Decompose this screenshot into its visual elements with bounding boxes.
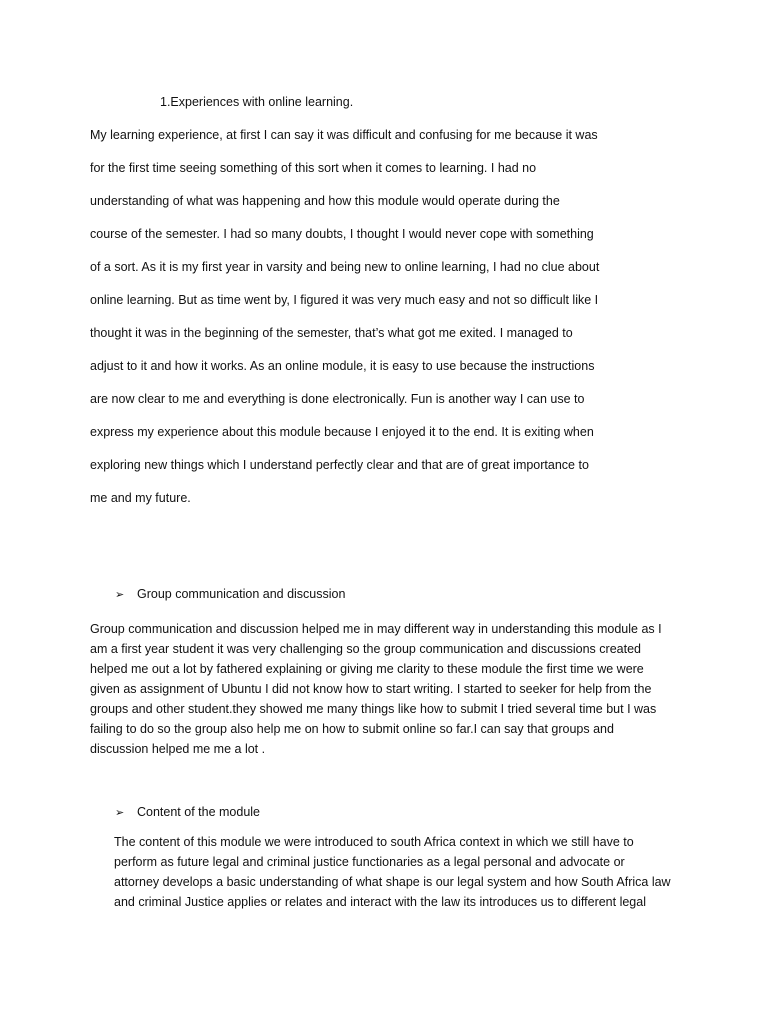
arrow-bullet-icon: ➢ [115,807,125,819]
text-line: given as assignment of Ubuntu I did not know how to start writing. I started to seeker for help from the [90,682,652,696]
text-line: for the first time seeing something of this sort when it comes to learning. I had no [90,161,537,175]
text-line: Group communication and discussion helped me in may different way in understanding this module as I [90,622,662,636]
text-line: perform as future legal and criminal justice functionaries as a legal personal and advocate or [114,855,625,869]
text-line: are now clear to me and everything is done electronically. Fun is another way I can use to [90,392,585,406]
text-line: express my experience about this module because I enjoyed it to the end. It is exiting when [90,425,594,439]
text-line: The content of this module we were introduced to south Africa context in which we still have to [114,835,634,849]
paragraph-content-of-module [114,833,671,913]
arrow-bullet-icon: ➢ [115,589,125,601]
bullet-heading-text: Content of the module [137,805,260,819]
text-line: discussion helped me me a lot . [90,742,266,756]
text-line: online learning. But as time went by, I figured it was very much easy and not so difficult like I [90,293,599,307]
text-line: am a first year student it was very challenging so the group communication and discussions created [90,642,641,656]
text-line: thought it was in the beginning of the semester, that’s what got me exited. I managed to [90,326,573,340]
text-line: adjust to it and how it works. As an online module, it is easy to use because the instructions [90,359,595,373]
text-line: me and my future. [90,491,191,505]
text-line: understanding of what was happening and how this module would operate during the [90,194,560,208]
text-line: attorney develops a basic understanding of what shape is our legal system and how South Africa law [114,875,671,889]
paragraph-group-communication [90,620,662,760]
text-line: of a sort. As it is my first year in varsity and being new to online learning, I had no clue about [90,260,600,274]
text-line: groups and other student.they showed me many things like how to submit I tried several time but I was [90,702,657,716]
text-line: course of the semester. I had so many doubts, I thought I would never cope with something [90,227,594,241]
bullet-heading-text: Group communication and discussion [137,587,346,601]
section-heading-online-learning: 1.Experiences with online learning. [160,95,354,109]
text-line: and criminal Justice applies or relates and interact with the law its introduces us to different legal [114,895,646,909]
bullet-heading-group-communication [115,587,345,601]
bullet-heading-content-of-module [115,805,260,819]
text-line: My learning experience, at first I can say it was difficult and confusing for me because it was [90,128,598,142]
text-line: failing to do so the group also help me on how to submit online so far.I can say that groups and [90,722,614,736]
text-line: helped me out a lot by fathered explaining or giving me clarity to these module the first time we were [90,662,644,676]
text-line: exploring new things which I understand perfectly clear and that are of great importance to [90,458,589,472]
paragraph-online-learning [90,126,599,522]
